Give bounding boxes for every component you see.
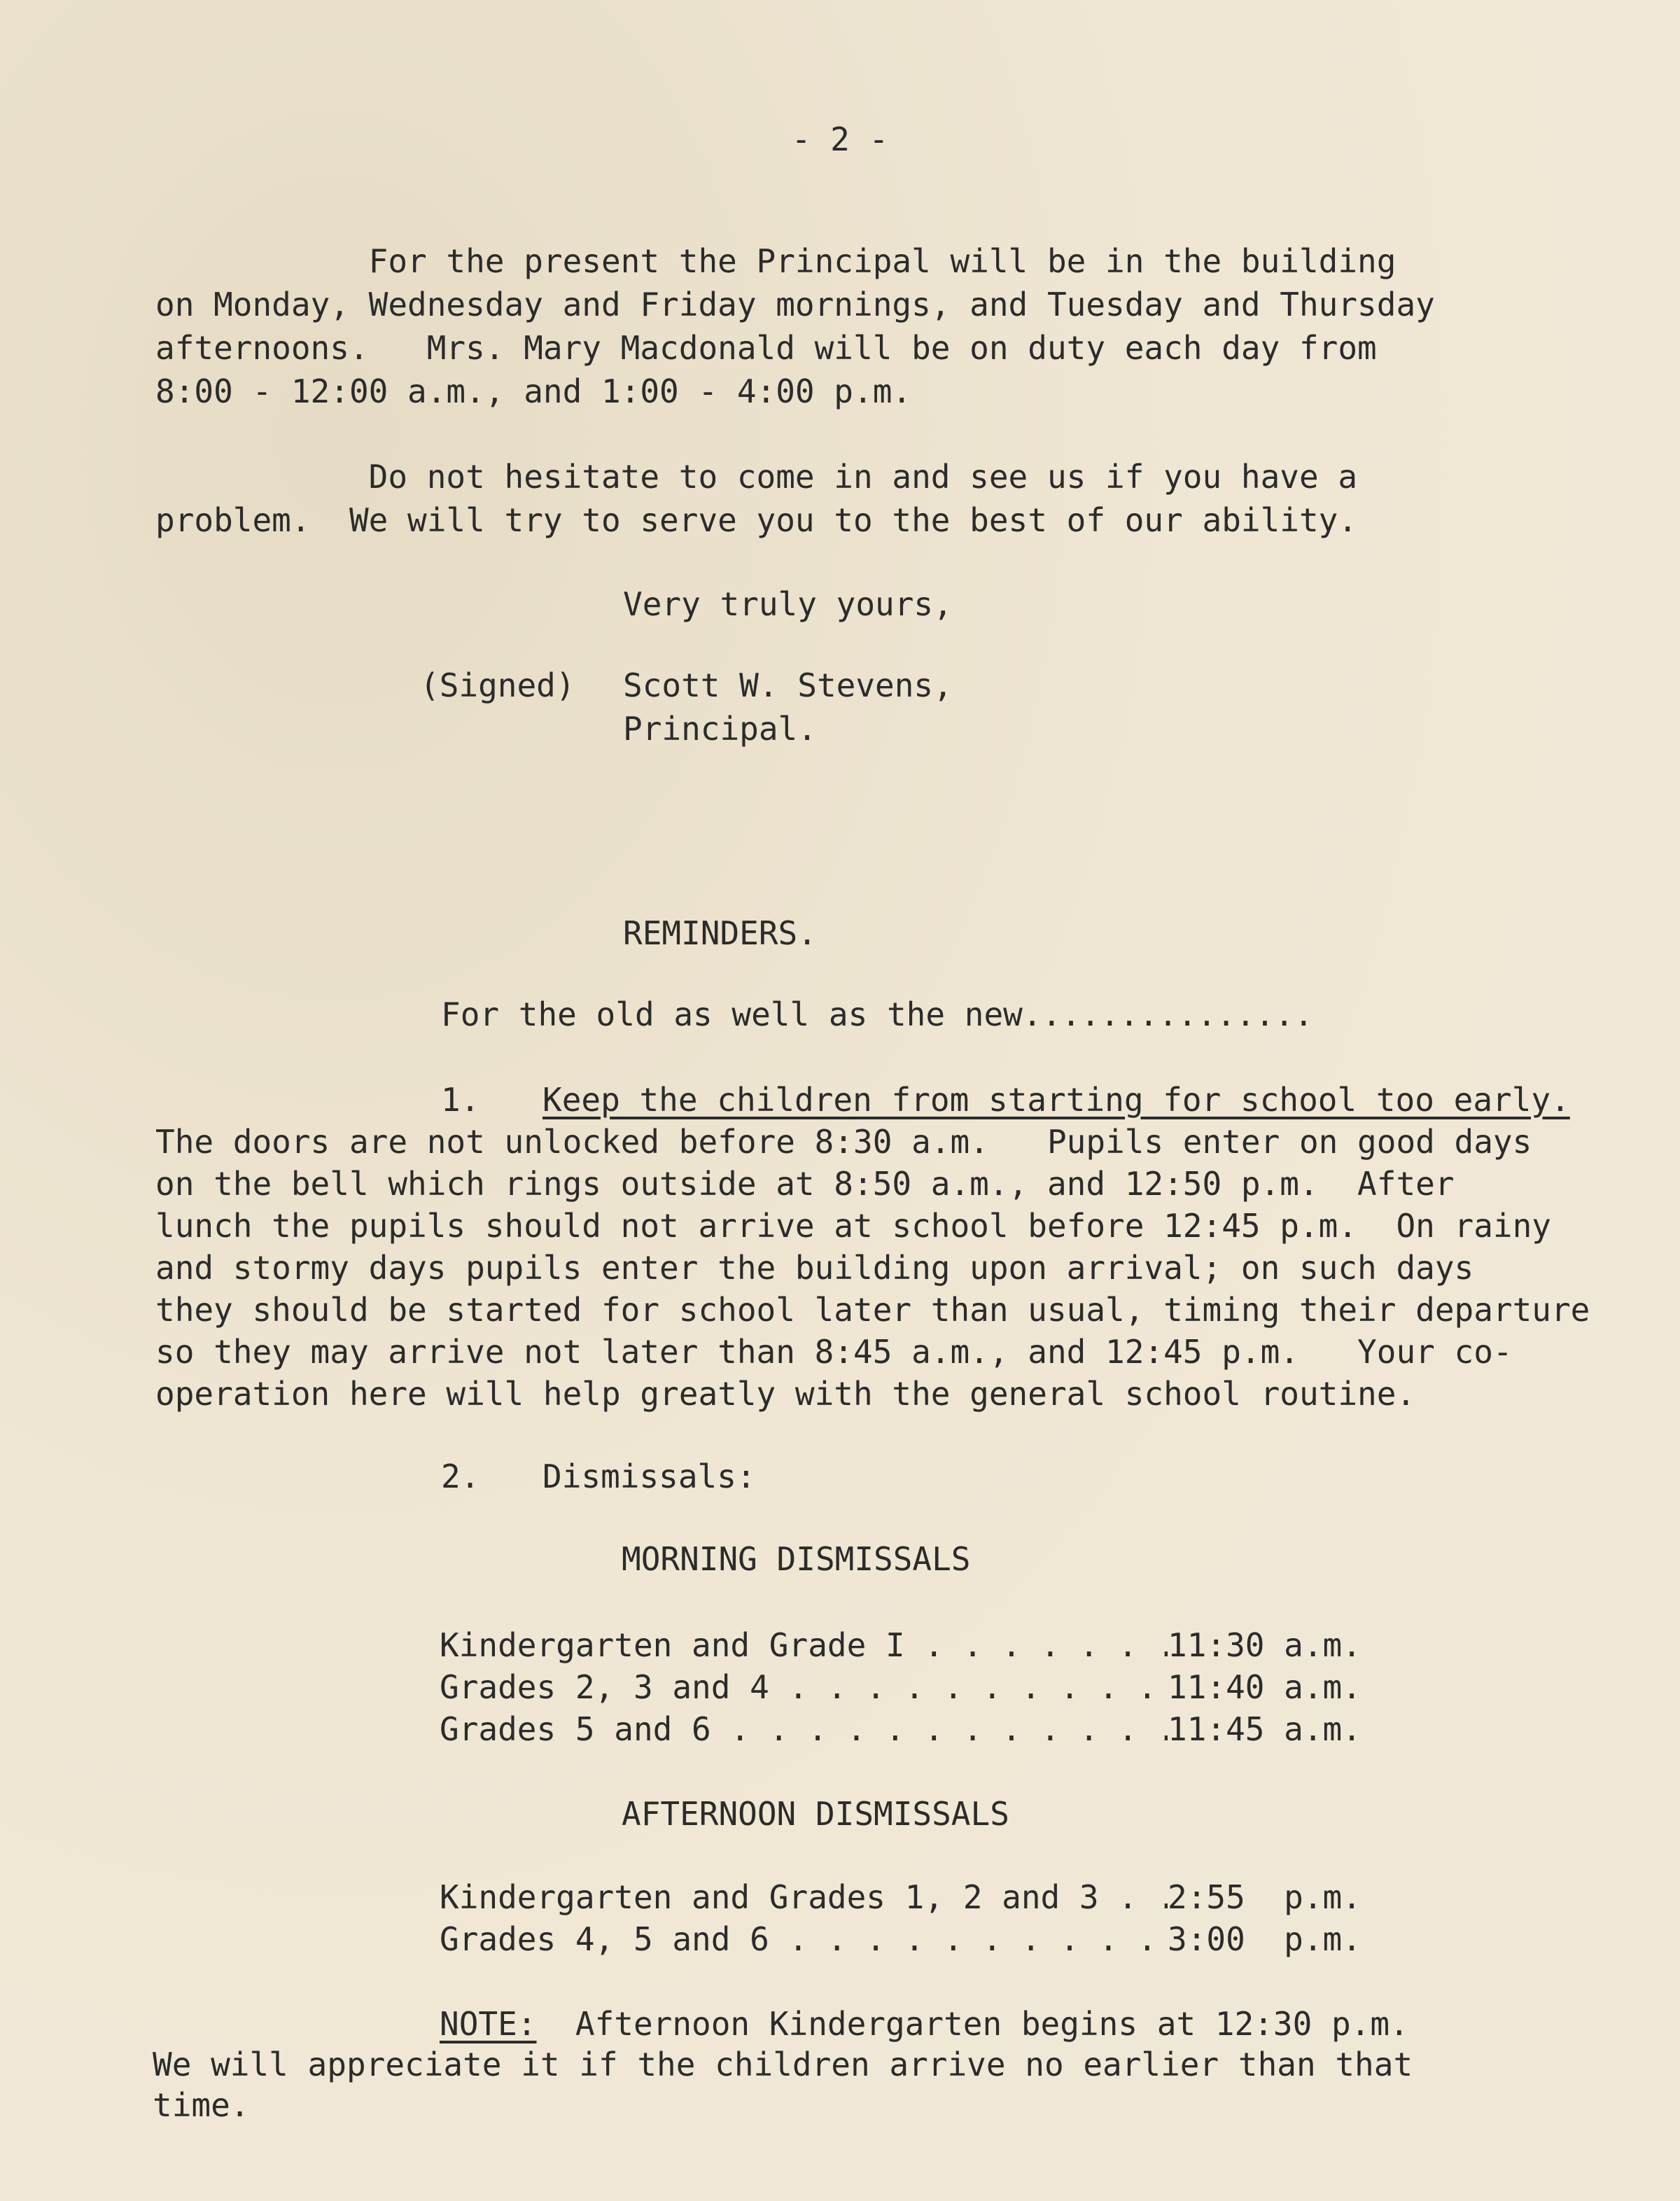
- para1-line4: 8:00 - 12:00 a.m., and 1:00 - 4:00 p.m.: [155, 372, 912, 410]
- schedule-label: Kindergarten and Grades 1, 2 and 3: [440, 1878, 1099, 1916]
- page-number: - 2 -: [791, 120, 889, 158]
- note-first: Afternoon Kindergarten begins at 12:30 p.m.: [536, 2005, 1409, 2043]
- schedule-row: [440, 1918, 1378, 1960]
- para1-line3: afternoons. Mrs. Mary Macdonald will be on duty each day from: [155, 329, 1377, 367]
- reminders-intro: For the old as well as the new...............: [441, 995, 1314, 1033]
- schedule-time: 11:30 a.m.: [1168, 1626, 1362, 1664]
- item2-heading: Dismissals:: [542, 1458, 756, 1495]
- morning-heading: MORNING DISMISSALS: [622, 1540, 971, 1578]
- item1-number: 1.: [441, 1081, 480, 1119]
- note-line2: We will appreciate it if the children arrive no earlier than that: [153, 2046, 1413, 2083]
- dot-leader: [769, 1918, 1168, 1960]
- schedule-time: 3:00 p.m.: [1168, 1920, 1362, 1958]
- schedule-row: [440, 1666, 1378, 1708]
- signed-label: (Signed): [420, 666, 575, 704]
- note-line1: [440, 2002, 1409, 2046]
- item1-line1: The doors are not unlocked before 8:30 a.m. Pupils enter on good days: [155, 1123, 1532, 1161]
- dot-leader: [769, 1666, 1168, 1708]
- schedule-time: 2:55 p.m.: [1168, 1878, 1362, 1916]
- schedule-row: [440, 1876, 1378, 1918]
- reminders-heading: REMINDERS.: [623, 914, 817, 952]
- item1-line4: and stormy days pupils enter the building upon arrival; on such days: [155, 1249, 1474, 1287]
- item1-line3: lunch the pupils should not arrive at school before 12:45 p.m. On rainy: [155, 1207, 1551, 1245]
- dot-leader: [711, 1708, 1168, 1750]
- morning-schedule: [440, 1624, 1378, 1750]
- schedule-label: Kindergarten and Grade I: [440, 1626, 905, 1664]
- item2-number: 2.: [441, 1458, 480, 1495]
- afternoon-heading: AFTERNOON DISMISSALS: [622, 1795, 1009, 1833]
- schedule-row: [440, 1624, 1378, 1666]
- item1-line5: they should be started for school later than usual, timing their departure: [155, 1291, 1590, 1329]
- signer-name: Scott W. Stevens,: [623, 666, 953, 704]
- note-line3: time.: [153, 2086, 250, 2124]
- item1-heading: Keep the children from starting for school too early.: [542, 1081, 1570, 1119]
- closing: Very truly yours,: [623, 585, 953, 623]
- schedule-label: Grades 4, 5 and 6: [440, 1920, 769, 1958]
- item1-line2: on the bell which rings outside at 8:50 a.m., and 12:50 p.m. After: [155, 1165, 1455, 1203]
- schedule-label: Grades 2, 3 and 4: [440, 1668, 769, 1706]
- schedule-time: 11:40 a.m.: [1168, 1668, 1362, 1706]
- para1-line2: on Monday, Wednesday and Friday mornings, and Tuesday and Thursday: [155, 286, 1435, 323]
- afternoon-schedule: [440, 1876, 1378, 1960]
- para2-line1: Do not hesitate to come in and see us if you have a: [155, 458, 1358, 496]
- item1-line6: so they may arrive not later than 8:45 a.m., and 12:45 p.m. Your co-: [155, 1333, 1513, 1371]
- schedule-row: [440, 1708, 1378, 1750]
- schedule-time: 11:45 a.m.: [1168, 1710, 1362, 1748]
- note-label: NOTE:: [440, 2005, 537, 2043]
- para2-line2: problem. We will try to serve you to the best of our ability.: [155, 501, 1358, 539]
- signer-title: Principal.: [623, 710, 817, 748]
- dot-leader: [905, 1624, 1168, 1666]
- para1-line1: For the present the Principal will be in the building: [155, 242, 1396, 280]
- item1-line7: operation here will help greatly with the general school routine.: [155, 1375, 1416, 1413]
- schedule-label: Grades 5 and 6: [440, 1710, 711, 1748]
- dot-leader: [1099, 1876, 1168, 1918]
